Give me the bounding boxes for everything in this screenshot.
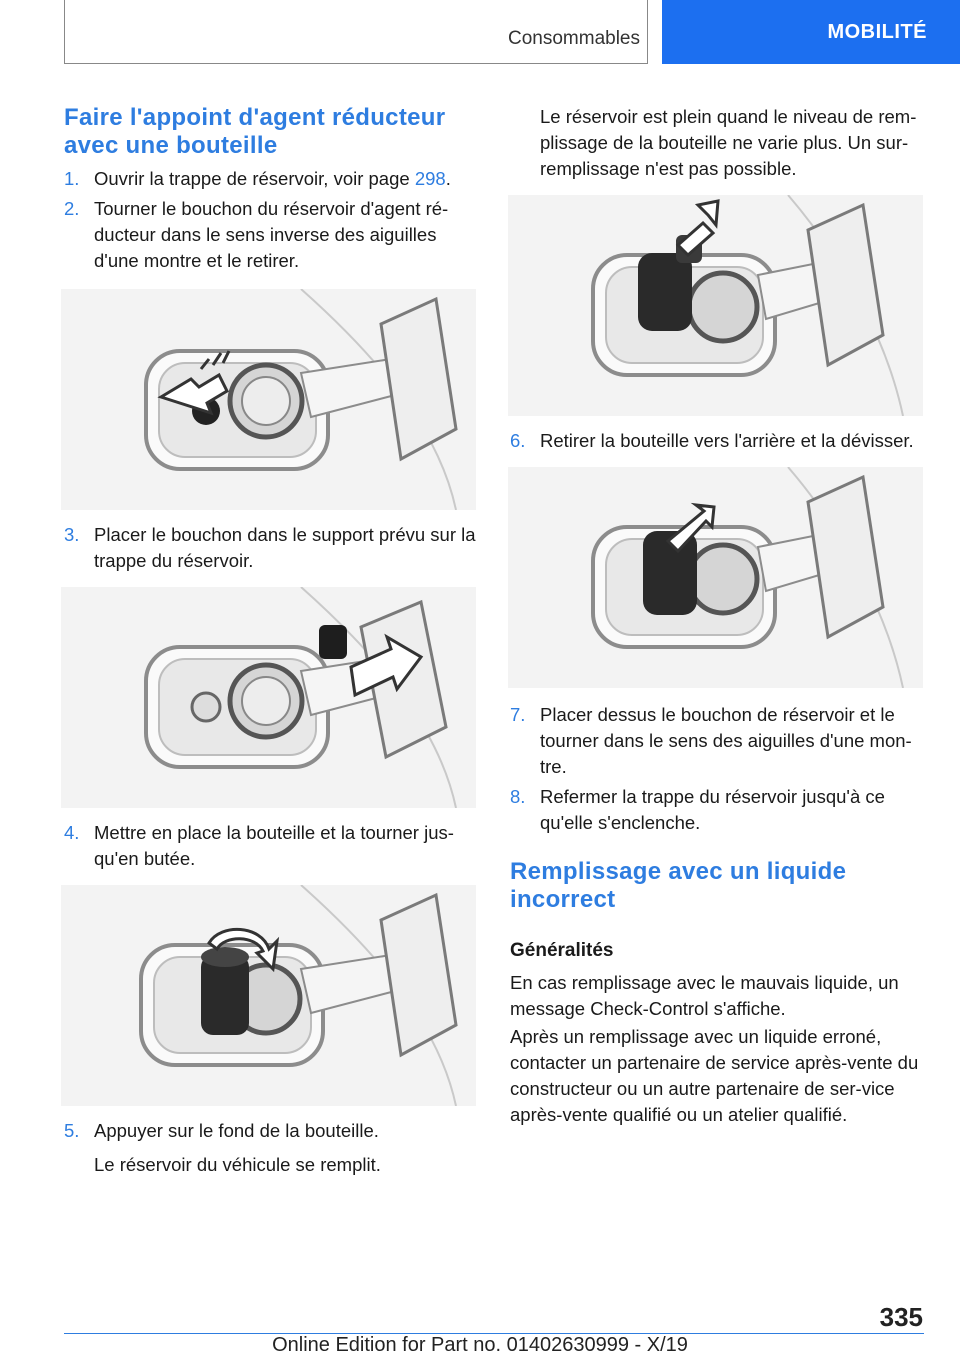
paragraph-1: En cas remplissage avec le mauvais liquide, un message Check-Control s'affiche. xyxy=(510,972,899,1019)
illustration-insert-bottle xyxy=(61,885,476,1106)
section-title-incorrect-liquid: Remplissage avec un liquide incorrect xyxy=(510,858,847,913)
illustration-remove-cap xyxy=(61,289,476,510)
step-8 xyxy=(510,784,924,836)
step-text: Tourner le bouchon du réservoir d'agent ré-ducteur dans le sens inverse des aiguilles d'une montre et le retirer. xyxy=(94,198,449,271)
footer-edition: Online Edition for Part no. 01402630999 - X/19 xyxy=(272,1334,688,1356)
step-text: Mettre en place la bouteille et la tourner jus-qu'en butée. xyxy=(94,822,454,869)
chapter-label: MOBILITÉ xyxy=(827,20,927,43)
step-5-note: Le réservoir du véhicule se remplit. xyxy=(94,1154,381,1175)
header-section-title: Consommables xyxy=(508,28,640,49)
figure-remove-cap xyxy=(61,289,476,510)
step-text: Placer le bouchon dans le support prévu sur la trappe du réservoir. xyxy=(94,524,476,571)
step-number: 2. xyxy=(64,198,80,219)
step-6 xyxy=(510,428,924,454)
figure-remove-bottle xyxy=(508,467,923,688)
chapter-tab xyxy=(662,0,960,64)
step-text: Retirer la bouteille vers l'arrière et la dévisser. xyxy=(540,430,914,451)
full-note: Le réservoir est plein quand le niveau de rem-plissage de la bouteille ne varie plus. Un sur-remplissage n'est pas possible. xyxy=(540,106,917,179)
step-5 xyxy=(64,1118,476,1144)
figure-store-cap xyxy=(61,587,476,808)
step-number: 7. xyxy=(510,704,526,725)
subheading: Généralités xyxy=(510,940,614,961)
figure-insert-bottle xyxy=(61,885,476,1106)
figure-bottle-full xyxy=(508,195,923,416)
illustration-bottle-full xyxy=(508,195,923,416)
step-number: 6. xyxy=(510,430,526,451)
step-text: Placer dessus le bouchon de réservoir et le tourner dans le sens des aiguilles d'une mon-tre. xyxy=(540,704,912,777)
step-number: 8. xyxy=(510,786,526,807)
step-1-text: Ouvrir la trappe de réservoir, voir page xyxy=(94,168,415,189)
step-3 xyxy=(64,522,476,574)
section-title: Faire l'appoint d'agent réducteur avec une bouteille xyxy=(64,104,446,159)
step-number: 4. xyxy=(64,822,80,843)
step-number: 3. xyxy=(64,524,80,545)
illustration-store-cap xyxy=(61,587,476,808)
step-4 xyxy=(64,820,476,872)
step-1-after: . xyxy=(445,168,451,189)
step-number: 1. xyxy=(64,168,80,189)
paragraph-2: Après un remplissage avec un liquide erroné, contacter un partenaire de service après-vente du constructeur ou un autre partenaire de ser-vice après-vente qualifié ou un atelier qualifié. xyxy=(510,1026,919,1125)
step-text xyxy=(94,166,476,192)
step-1 xyxy=(64,166,476,192)
step-2 xyxy=(64,196,476,274)
step-number: 5. xyxy=(64,1120,80,1141)
step-text: Appuyer sur le fond de la bouteille. xyxy=(94,1120,379,1141)
step-7 xyxy=(510,702,924,780)
page-link[interactable]: 298 xyxy=(414,168,446,189)
page-number: 335 xyxy=(879,1302,923,1332)
step-text: Refermer la trappe du réservoir jusqu'à ce qu'elle s'enclenche. xyxy=(540,786,885,833)
illustration-remove-bottle xyxy=(508,467,923,688)
